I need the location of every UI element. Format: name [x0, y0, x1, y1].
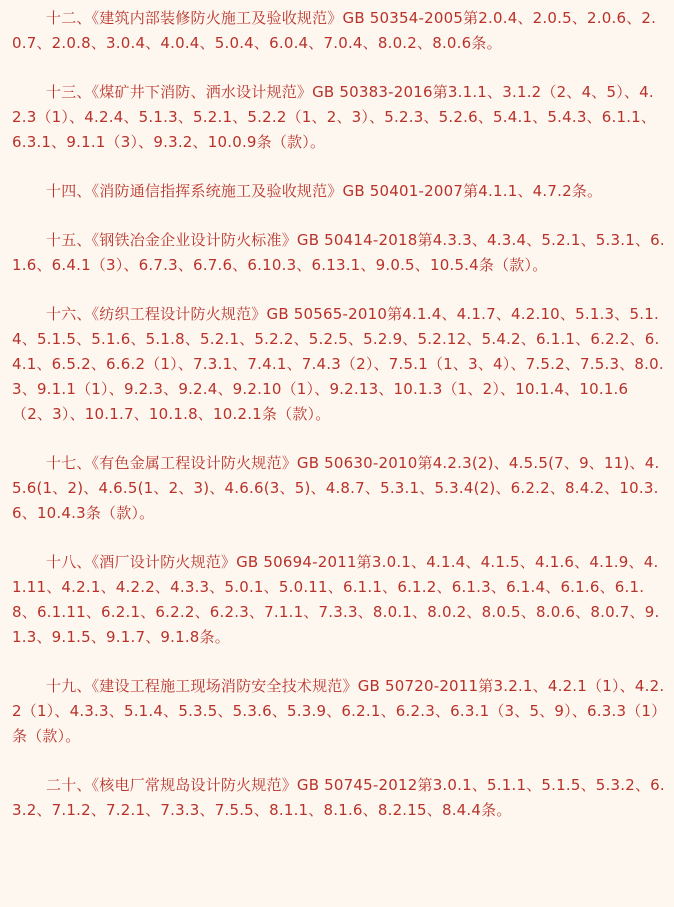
- regulation-item-18: 十八、《酒厂设计防火规范》GB 50694-2011第3.0.1、4.1.4、4.1.5、4.1.6、4.1.9、4.1.11、4.2.1、4.2.2、4.3.3、5.0.1、5.0.11、6.1.1、6.1.2、6.1.3、6.1.4、6.1.6、6.1.8、6.1.11、6.2.1、6.2.2、6.2.3、7.1.1、7.3.3、8.0.1、8.0.2、8.0.5、8.0.6、8.0.7、9.1.3、9.1.5、9.1.7、9.1.8条。: [12, 553, 660, 646]
- regulation-item-12: 十二、《建筑内部装修防火施工及验收规范》GB 50354-2005第2.0.4、2.0.5、2.0.6、2.0.7、2.0.8、3.0.4、4.0.4、5.0.4、6.0.4、7.0.4、8.0.2、8.0.6条。: [12, 9, 657, 52]
- regulation-item-17: 十七、《有色金属工程设计防火规范》GB 50630-2010第4.2.3(2)、4.5.5(7、9、11)、4.5.6(1、2)、4.6.5(1、2、3)、4.6.6(3、5)、4.8.7、5.3.1、5.3.4(2)、6.2.2、8.4.2、10.3.6、10.4.3条（款）。: [12, 454, 660, 522]
- regulation-item-14: 十四、《消防通信指挥系统施工及验收规范》GB 50401-2007第4.1.1、4.7.2条。: [46, 182, 603, 200]
- regulation-item-20: 二十、《核电厂常规岛设计防火规范》GB 50745-2012第3.0.1、5.1.1、5.1.5、5.3.2、6.3.2、7.1.2、7.2.1、7.3.3、7.5.5、8.1.1、8.1.6、8.2.15、8.4.4条。: [12, 776, 665, 819]
- regulation-item-16: 十六、《纺织工程设计防火规范》GB 50565-2010第4.1.4、4.1.7、4.2.10、5.1.3、5.1.4、5.1.5、5.1.6、5.1.8、5.2.1、5.2.2、5.2.5、5.2.9、5.2.12、5.4.2、6.1.1、6.2.2、6.4.1、6.5.2、6.6.2（1）、7.3.1、7.4.1、7.4.3（2）、7.5.1（1、3、4）、7.5.2、7.5.3、8.0.3、9.1.1（1）、9.2.3、9.2.4、9.2.10（1）、9.2.13、10.1.3（1、2）、10.1.4、10.1.6（2、3）、10.1.7、10.1.8、10.2.1条（款）。: [12, 305, 664, 423]
- regulation-item-13: 十三、《煤矿井下消防、洒水设计规范》GB 50383-2016第3.1.1、3.1.2（2、4、5）、4.2.3（1）、4.2.4、5.1.3、5.2.1、5.2.2（1、2、3）、5.2.3、5.2.6、5.4.1、5.4.3、6.1.1、6.3.1、9.1.1（3）、9.3.2、10.0.9条（款）。: [12, 83, 657, 151]
- regulation-item-19: 十九、《建设工程施工现场消防安全技术规范》GB 50720-2011第3.2.1、4.2.1（1）、4.2.2（1）、4.3.3、5.1.4、5.3.5、5.3.6、5.3.9、6.2.1、6.2.3、6.3.1（3、5、9）、6.3.3（1）条（款）。: [12, 677, 667, 745]
- regulation-item-15: 十五、《钢铁冶金企业设计防火标准》GB 50414-2018第4.3.3、4.3.4、5.2.1、5.3.1、6.1.6、6.4.1（3）、6.7.3、6.7.6、6.10.3、6.13.1、9.0.5、10.5.4条（款）。: [12, 231, 665, 274]
